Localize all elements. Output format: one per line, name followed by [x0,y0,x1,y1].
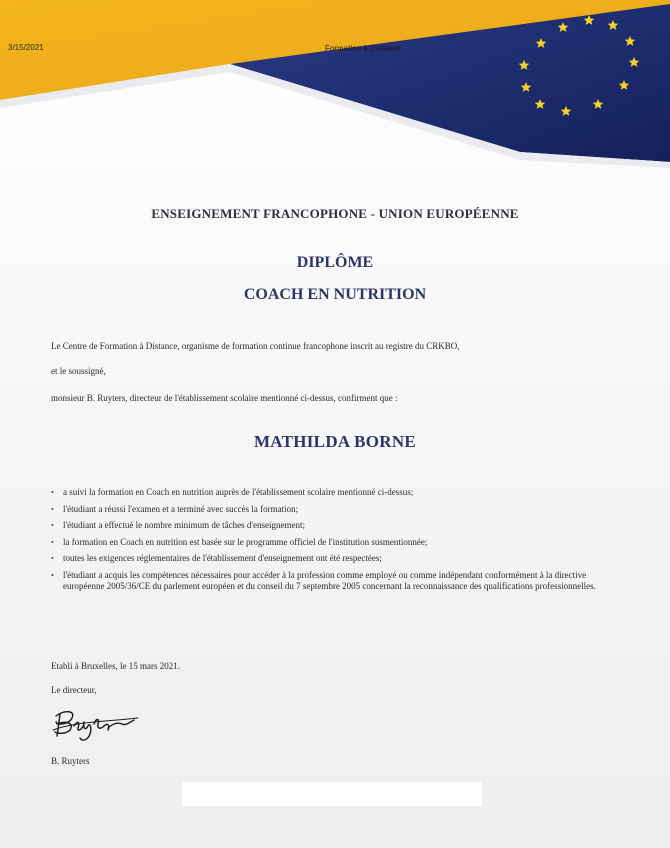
bullet-icon: • [51,521,54,530]
bullet-icon: • [51,488,54,497]
criteria-list [51,487,611,598]
diploma-label: DIPLÔME [296,254,374,271]
bullet-icon: • [51,537,54,547]
list-item [51,553,611,565]
list-item [51,520,611,532]
print-title: Formation à Distance [325,44,402,53]
list-item [51,570,611,593]
list-item [51,504,611,516]
eu-banner [0,0,670,170]
criteria-text: a suivi la formation en Coach en nutrition auprès de l'établissement scolaire mentionné ci-dessus; [63,487,414,497]
intro-line: et le soussigné, [51,366,106,376]
list-item [51,487,611,499]
criteria-text: l'étudiant a acquis les compétences nécessaires pour accéder à la profession comme employé ou comme indépendant conformément à la directive européenne 2005/36/CE du parlement européen et du conseil du 7 septembre 2005 concernant la reconnaissance des qualifications professionnelles. [63,569,596,591]
signatory-name: B. Ruyters [51,756,90,766]
signatory-role: Le directeur, [51,685,97,695]
criteria-text: la formation en Coach en nutrition est basée sur le programme officiel de l'institution susmentionnée; [63,536,428,547]
place-date: Etabli à Bruxelles, le 15 mars 2021. [51,661,180,671]
diploma-title: COACH EN NUTRITION [243,286,427,303]
recipient-name: MATHILDA BORNE [253,432,417,451]
handwritten-signature [50,700,150,750]
criteria-text: l'étudiant a effectué le nombre minimum de tâches d'enseignement; [63,520,305,530]
intro-line: monsieur B. Ruyters, directeur de l'établissement scolaire mentionné ci-dessus, confirment que : [51,393,398,403]
redacted-area [182,782,482,806]
criteria-text: l'étudiant a réussi l'examen et a terminé avec succès la formation; [63,503,299,514]
organization-heading: ENSEIGNEMENT FRANCOPHONE - UNION EUROPÉENNE [151,206,519,221]
bullet-icon: • [51,570,54,580]
criteria-text: toutes les exigences réglementaires de l'établissement d'enseignement ont été respectées; [63,553,382,563]
bullet-icon: • [51,504,54,514]
print-date: 3/15/2021 [8,43,44,52]
bullet-icon: • [51,554,54,563]
intro-line: Le Centre de Formation à Distance, organisme de formation continue francophone inscrit au registre du CRKBO, [51,341,460,351]
list-item [51,537,611,549]
